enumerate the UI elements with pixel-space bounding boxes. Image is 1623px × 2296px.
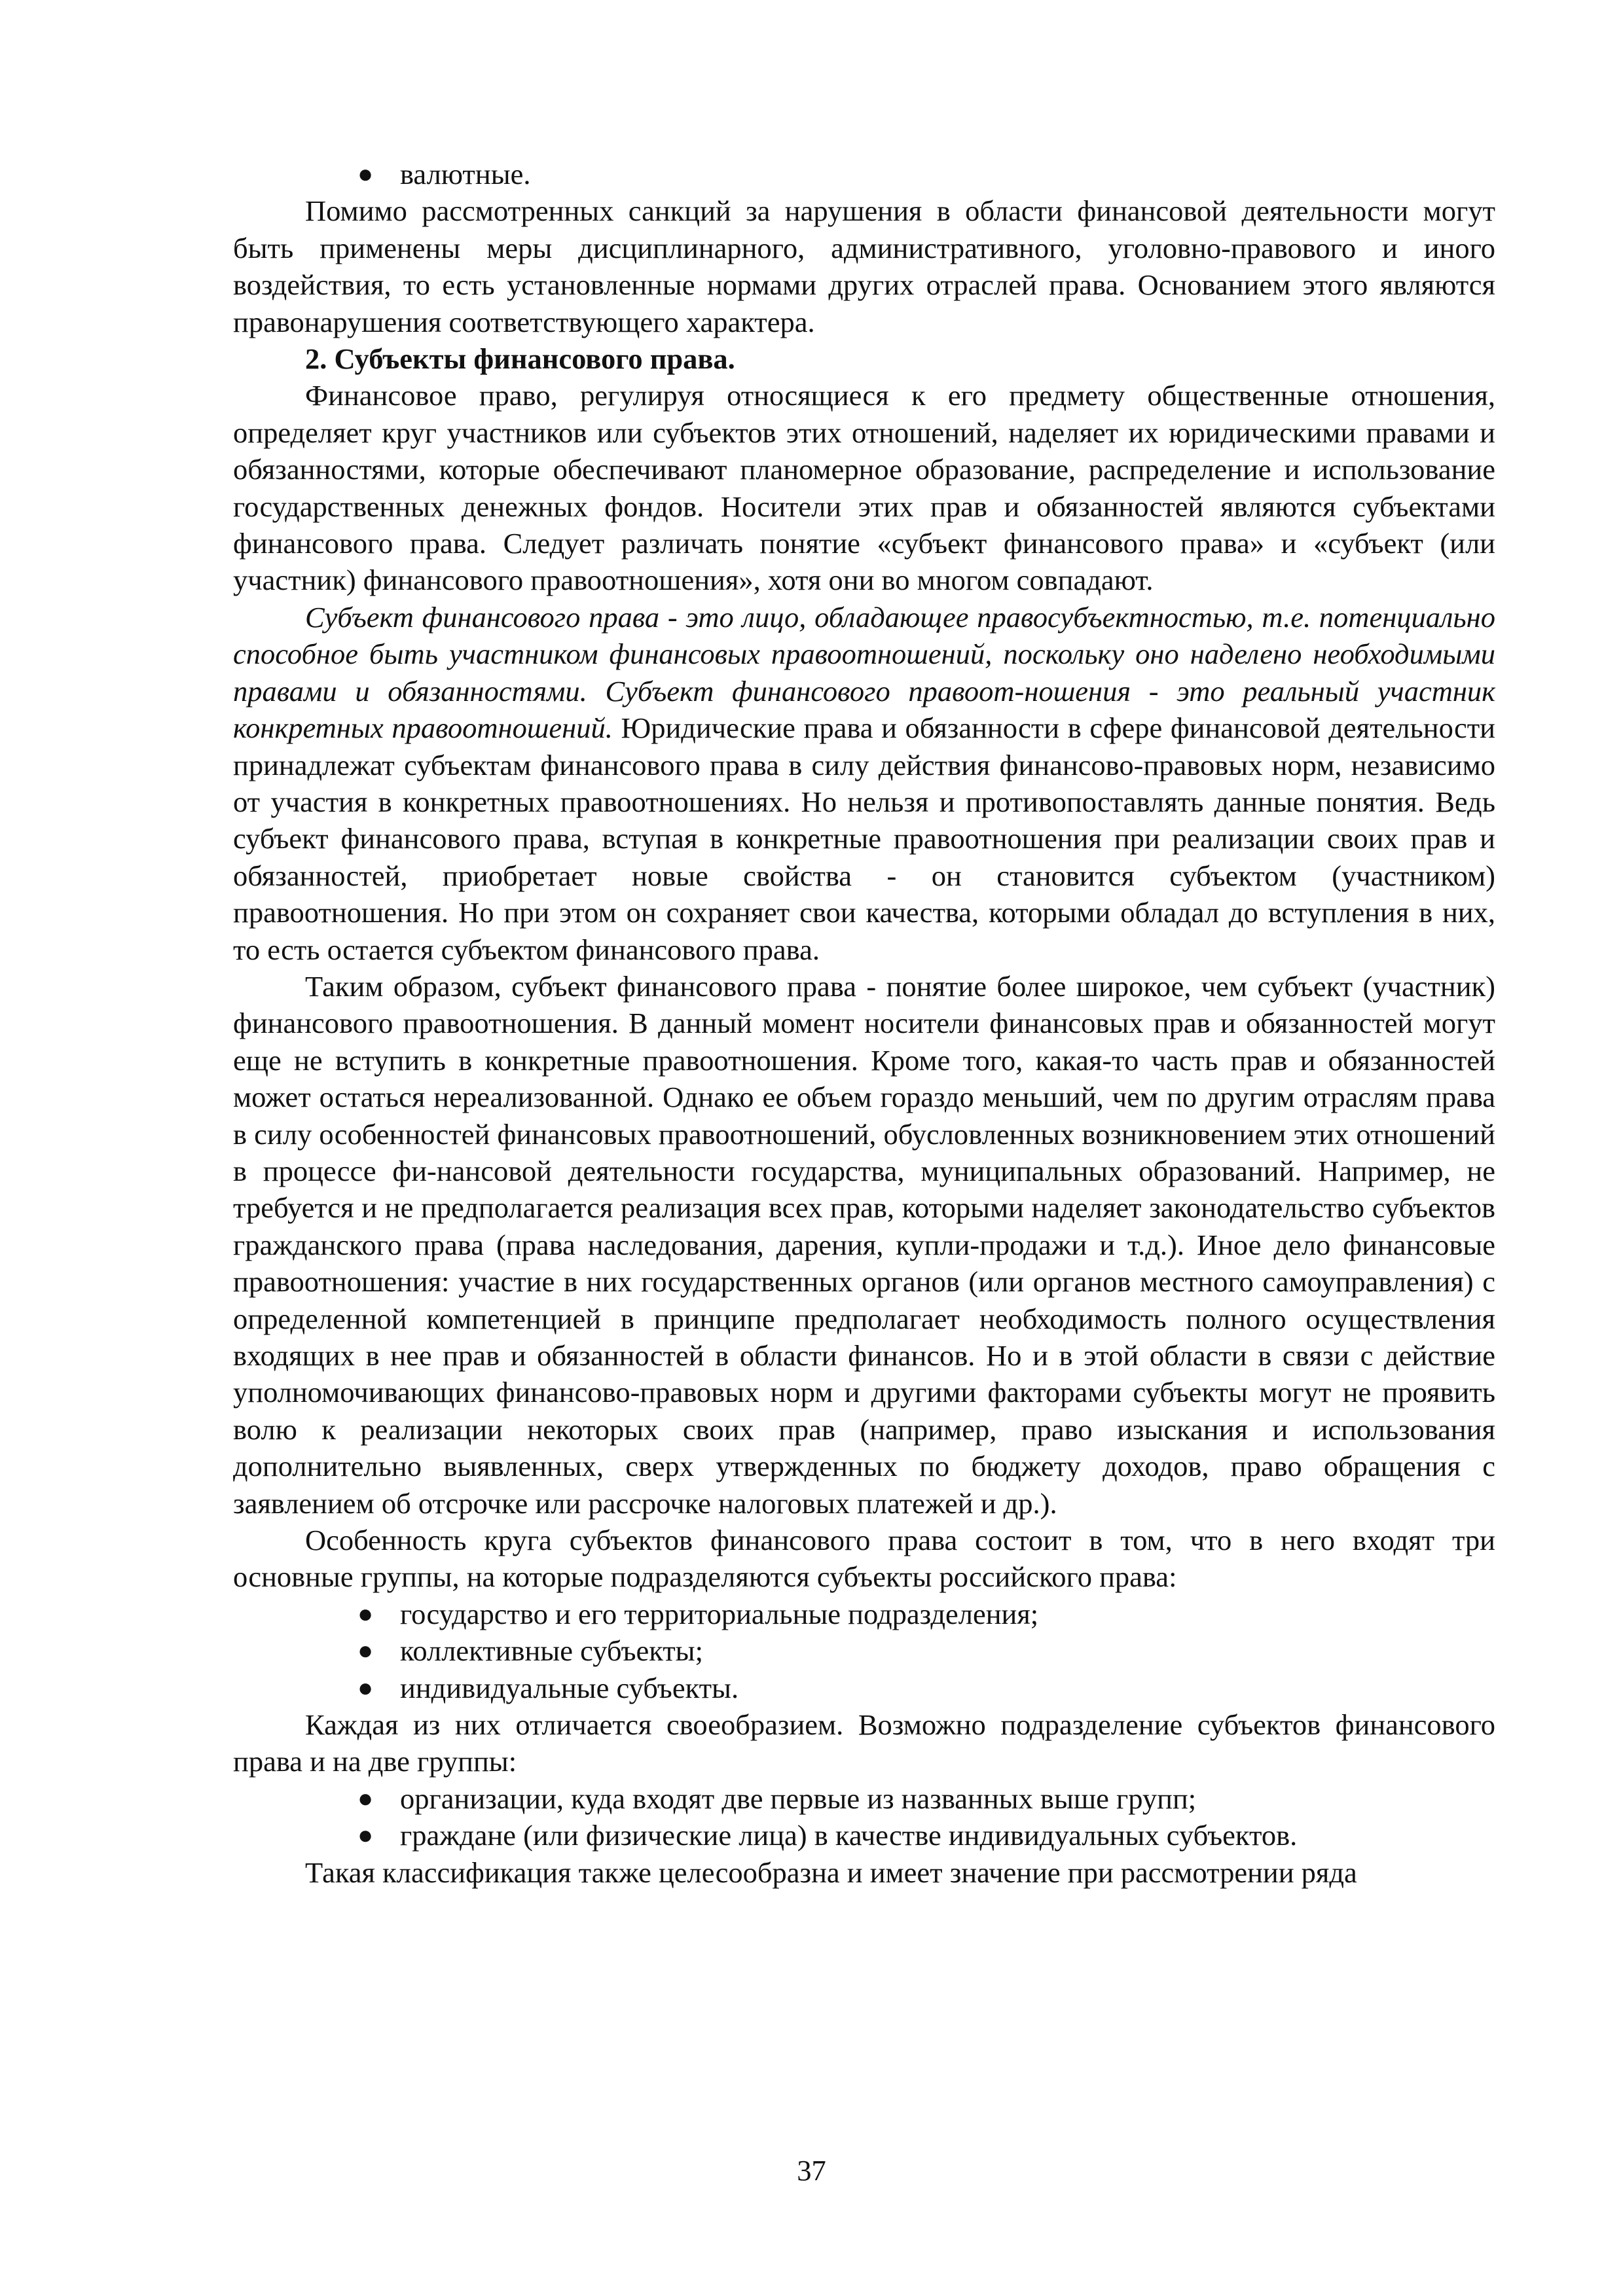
bullet-list-groups — [233, 1596, 1495, 1706]
paragraph-comparison: Таким образом, субъект финансового права - понятие более широкое, чем субъект (участник) финансового правоотношения. В данный момент носители финансовых прав и обязанностей могут еще не вступить в конкретные правоотношения. Кроме того, какая-то часть прав и обязанностей может остаться нереализованной. Однако ее объем гораздо меньший, чем по другим отраслям права в силу особенностей финансовых правоотношений, обусловленных возникновением этих отношений в процессе фи-нансовой деятельности государства, муниципальных образований. Например, не требуется и не предполагается реализация всех прав, которыми наделяет законодательство субъектов гражданского права (права наследования, дарения, купли-продажи и т.д.). Иное дело финансовые правоотношения: участие в них государственных органов (или органов местного самоуправления) с определенной компетенцией в принципе предполагает необходимость полного осуществления входящих в нее прав и обязанностей в области финансов. Но и в этой области в связи с действие уполномочивающих финансово-правовых норм и другими факторами субъекты могут не проявить волю к реализации некоторых своих прав (например, право изыскания и использования дополнительно выявленных, сверх утвержденных по бюджету доходов, право обращения с заявлением об отсрочке или рассрочке налоговых платежей и др.). — [233, 969, 1495, 1520]
list-item-text: организации, куда входят две первые из названных выше групп; — [400, 1782, 1197, 1815]
section-heading: 2. Субъекты финансового права. — [305, 342, 735, 376]
bullet-list-top — [233, 156, 1495, 192]
list-item — [233, 1780, 1495, 1817]
paragraph-two-groups: Каждая из них отличается своеобразием. Возможно подразделение субъектов финансового права и на две группы: — [233, 1708, 1495, 1778]
definition-body-text: Юридические права и обязанности в сфере финансовой деятельности принадлежат субъектам финансового права в силу действия финансово-правовых норм, независимо от участия в конкретных правоотношениях. Но нельзя и противопоставлять данные понятия. Ведь субъект финансового права, вступая в конкретные правоотношения при реализации своих прав и обязанностей, приобретает новые свойства - он становится субъектом (участником) правоотношения. Но при этом он сохраняет свои качества, которыми обладал до вступления в них, то есть остается субъектом финансового права. — [233, 711, 1495, 966]
list-item — [233, 1632, 1495, 1669]
paragraph-subjects-intro: Финансовое право, регулируя относящиеся к его предмету общественные отношения, определяет круг участников или субъектов этих отношений, наделяет их юридическими правами и обязанностями, которые обеспечивают планомерное образование, распределение и использование государственных денежных фондов. Носители этих прав и обязанностей являются субъектами финансового права. Следует различать понятие «субъект финансового права» и «субъект (или участник) финансового правоотношения», хотя они во многом совпадают. — [233, 379, 1495, 597]
document-page — [233, 156, 1495, 1891]
list-item — [233, 156, 1495, 192]
bullet-icon: ● — [357, 1636, 374, 1666]
paragraph-sanctions: Помимо рассмотренных санкций за нарушения в области финансовой деятельности могут быть применены меры дисциплинарного, административного, уголовно-правового и иного воздействия, то есть установленные нормами других отраслей права. Основанием этого являются правонарушения соответствующего характера. — [233, 194, 1495, 338]
list-item — [233, 1596, 1495, 1632]
list-item — [233, 1817, 1495, 1854]
bullet-icon: ● — [357, 1598, 374, 1628]
paragraph-classification: Такая классификация также целесообразна и имеет значение при рассмотрении ряда — [305, 1856, 1357, 1889]
paragraph-groups-intro: Особенность круга субъектов финансового права состоит в том, что в него входят три основные группы, на которые подразделяются субъекты российского права: — [233, 1524, 1495, 1594]
definition-italic-text: Субъект финансового права - это лицо, обладающее правосубъектностью, т.е. потенциально способное быть участником финансовых правоотношений, поскольку оно наделено необходимыми правами и обязанностями. Субъект финансового правоот-ношения - это реальный участник конкретных правоотношений. — [233, 600, 1495, 745]
list-item — [233, 1670, 1495, 1706]
list-item-text: государство и его территориальные подразделения; — [400, 1597, 1039, 1630]
bullet-icon: ● — [357, 1783, 374, 1813]
bullet-icon: ● — [357, 1672, 374, 1702]
bullet-icon: ● — [357, 1820, 374, 1850]
bullet-list-two-groups — [233, 1780, 1495, 1854]
list-item-text: индивидуальные субъекты. — [400, 1671, 739, 1704]
list-item-text: коллективные субъекты; — [400, 1634, 703, 1668]
list-item-text: граждане (или физические лица) в качестве индивидуальных субъектов. — [400, 1819, 1298, 1852]
paragraph-definition — [233, 599, 1495, 968]
bullet-icon: ● — [357, 159, 374, 188]
page-number: 37 — [797, 2154, 826, 2187]
list-item-text: валютные. — [400, 158, 531, 190]
